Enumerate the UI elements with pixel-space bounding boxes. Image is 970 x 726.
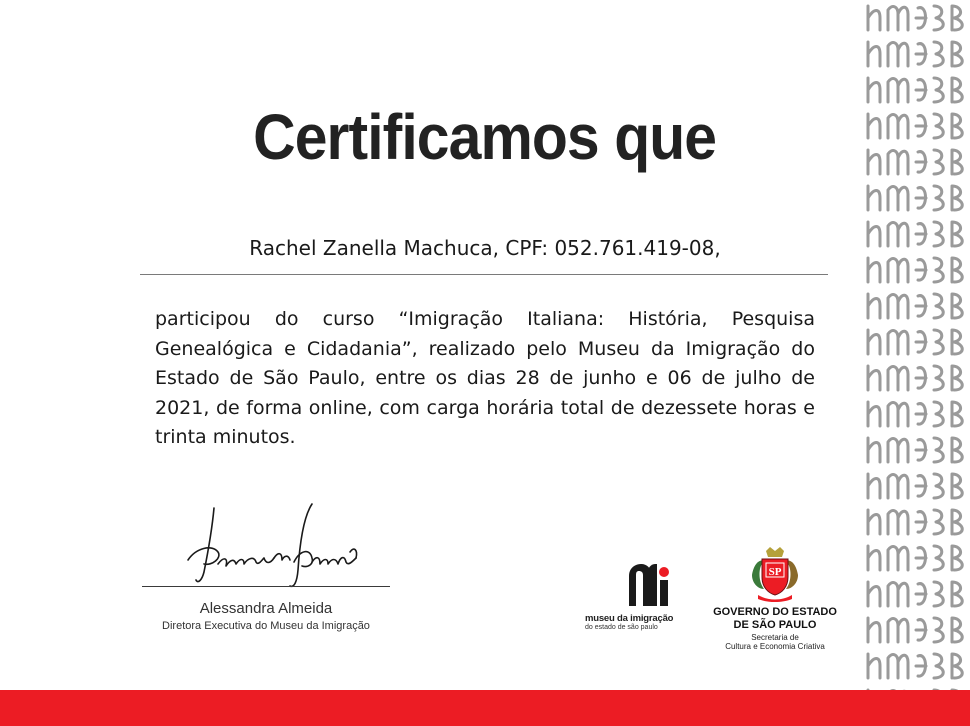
museum-subtitle: do estado de são paulo [585, 624, 658, 631]
government-line-3: Secretaria de [751, 633, 799, 642]
museum-name: museu da imigração [585, 613, 674, 624]
certificate-heading [0, 100, 970, 174]
recipient-line: Rachel Zanella Machuca, CPF: 052.761.419-08, [249, 236, 721, 260]
signature-line [142, 586, 390, 587]
government-line-1: GOVERNO DO ESTADO [713, 606, 837, 618]
government-line-4: Cultura e Economia Criativa [725, 642, 825, 651]
signer-role: Diretora Executiva do Museu da Imigração [162, 620, 370, 632]
museum-mi-logo-icon [627, 562, 671, 608]
bottom-red-bar [0, 690, 970, 726]
recipient-underline [140, 274, 828, 275]
government-line-2: DE SÃO PAULO [733, 619, 817, 631]
ornamental-script-pattern-icon [862, 0, 970, 690]
heading-text: Certificamos que [253, 101, 717, 173]
certificate-body-text: participou do curso “Imigração Italiana: História, Pesquisa Genealógica e Cidadania”, realizado pelo Museu da Imigração do Estado de São Paulo, entre os dias 28 de junho e 06 de julho de 2021, de forma online, com carga horária total de dezessete horas e trinta minutos. [155, 308, 815, 448]
signer-name: Alessandra Almeida [199, 600, 333, 617]
sao-paulo-coat-of-arms-icon [748, 545, 802, 603]
svg-text:SP: SP [768, 566, 782, 578]
handwritten-signature [182, 500, 362, 590]
